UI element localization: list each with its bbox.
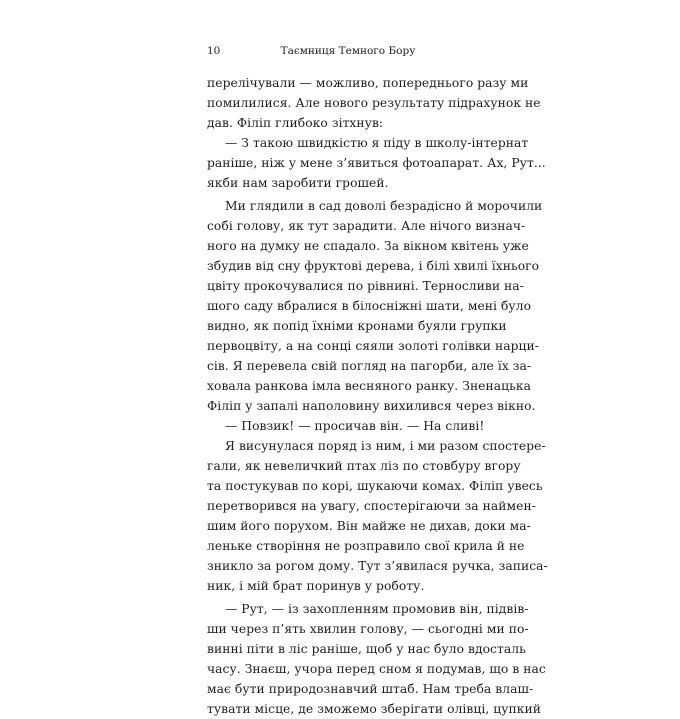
text-line: часу. Знаєш, учора перед сном я подумав, що в нас (207, 662, 546, 676)
text-line: помилилися. Але нового результату підрахунок не (207, 96, 541, 110)
text-line: собі голову, як тут зарадити. Але нічого визнач- (207, 219, 526, 233)
text-line: перелічували — можливо, попереднього разу ми (207, 76, 529, 90)
text-line: Філіп у запалі наполовину вихилився через вікно. (207, 399, 536, 413)
text-line: ник, і мій брат поринув у роботу. (207, 579, 425, 593)
text-line: — Рут, — із захопленням промовив він, підвів- (225, 602, 529, 616)
text-line: ного на думку не спадало. За вікном квітень уже (207, 239, 529, 253)
text-line: сів. Я перевела свій погляд на пагорби, але їх за- (207, 359, 532, 373)
text-line: зникло за рогом дому. Тут з’явилася ручка, записа- (207, 559, 548, 573)
text-line: ховала ранкова імла весняного ранку. Зненацька (207, 379, 531, 393)
text-line: якби нам заробити грошей. (207, 176, 389, 190)
text-line: перетворився на увагу, спостерігаючи за наймен- (207, 499, 536, 513)
text-line: Я висунулася поряд із ним, і ми разом спостере- (225, 439, 546, 453)
text-line: дав. Філіп глибоко зітхнув: (207, 116, 384, 130)
page-header (207, 43, 489, 59)
text-line: — Повзик! — просичав він. — На сливі! (225, 419, 485, 433)
text-line: первоцвіту, а на сонці сяяли золоті голівки нарци- (207, 339, 539, 353)
text-line: збудив від сну фруктові дерева, і білі хвилі їхнього (207, 259, 540, 273)
text-line: шого саду вбралися в білосніжні шати, мені було (207, 299, 532, 313)
text-line: шим його порухом. Він майже не дихав, доки ма- (207, 519, 531, 533)
text-line: тувати місце, де зможемо зберігати олівці, цупкий (207, 702, 541, 716)
text-line: леньке створіння не розправило свої крила й не (207, 539, 525, 553)
text-line: Ми глядили в сад доволі безрадісно й морочили (225, 199, 543, 213)
text-line: гали, як невеличкий птах ліз по стовбуру вгору (207, 459, 521, 473)
text-line: та постукував по корі, шукаючи комах. Філіп увесь (207, 479, 543, 493)
text-line: раніше, ніж у мене з’явиться фотоапарат. Ах, Рут... (207, 156, 546, 170)
running-title: Таємниця Темного Бору (280, 45, 416, 57)
page-number: 10 (207, 45, 221, 57)
text-line: ши через п’ять хвилин голову, — сьогодні ми по- (207, 622, 529, 636)
text-line: має бути природознавчий штаб. Нам треба влаш- (207, 682, 534, 696)
text-line: — З такою швидкістю я піду в школу-інтернат (225, 136, 529, 150)
text-line: цвіту прокочувалися по рівнині. Терносливи на- (207, 279, 524, 293)
body-text (207, 73, 548, 719)
text-line: видно, як попід їхніми кронами буяли групки (207, 319, 507, 333)
text-line: винні піти в ліс раніше, щоб у нас було вдосталь (207, 642, 526, 656)
